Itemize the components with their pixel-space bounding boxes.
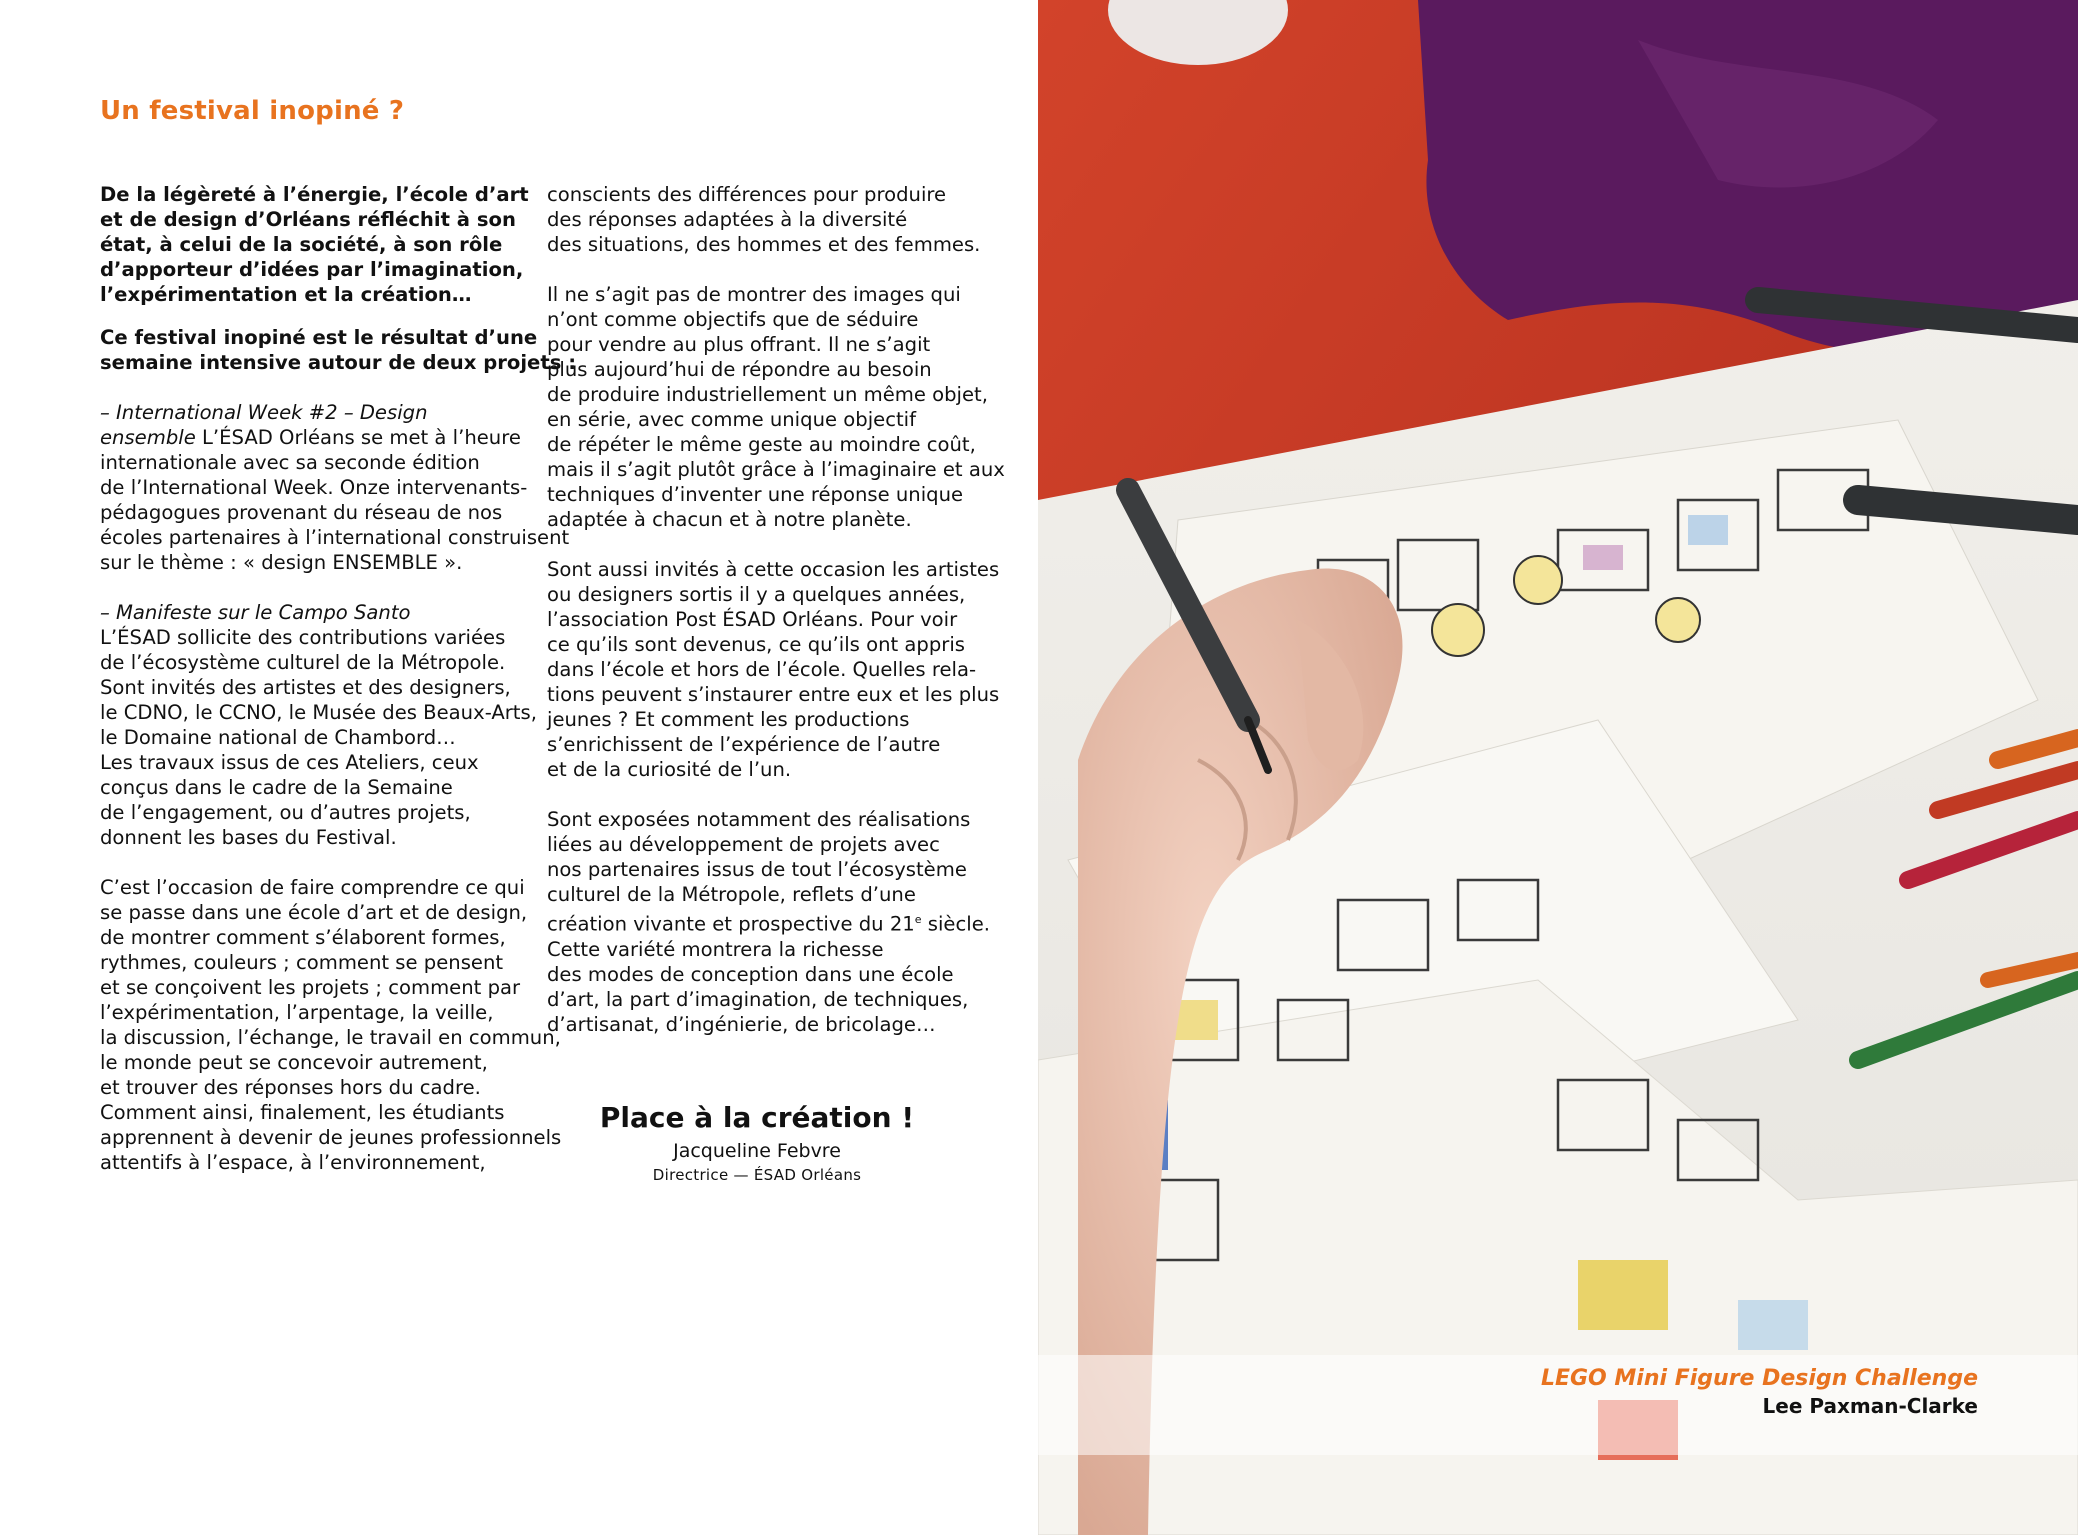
text-line: conscients des différences pour produire: [547, 183, 947, 206]
text-line: pour vendre au plus offrant. Il ne s’agit: [547, 333, 931, 356]
text-line: culturel de la Métropole, reflets d’une: [547, 883, 916, 906]
text-line: adaptée à chacun et à notre planète.: [547, 508, 912, 531]
text-line: plus aujourd’hui de répondre au besoin: [547, 358, 932, 381]
text-line: Les travaux issus de ces Ateliers, ceux: [100, 751, 479, 774]
text-line: de montrer comment s’élaborent formes,: [100, 926, 506, 949]
text-segment: siècle.: [921, 912, 990, 936]
text-line: et de design d’Orléans réfléchit à son: [100, 208, 516, 231]
text-line: apprennent à devenir de jeunes professionnels: [100, 1126, 562, 1149]
body-paragraph: [547, 182, 985, 257]
signature-block: [547, 1098, 967, 1186]
text-line: sur le thème : « design ENSEMBLE ».: [100, 551, 463, 574]
text-line: état, à celui de la société, à son rôle: [100, 233, 503, 256]
project-title-text: ensemble: [100, 426, 196, 449]
text-line: en série, avec comme unique objectif: [547, 408, 916, 431]
project-title: [100, 600, 530, 625]
sketch-color: [1578, 1260, 1668, 1330]
text-line: C’est l’occasion de faire comprendre ce qui: [100, 876, 525, 899]
text-column-right: [547, 182, 1005, 1062]
text-line: le Domaine national de Chambord…: [100, 726, 456, 749]
text-line: nos partenaires issus de tout l’écosystème: [547, 858, 967, 881]
photo-drawing-session: [1038, 0, 2078, 1535]
text-line: Cette variété montrera la richesse: [547, 937, 884, 961]
text-line: L’ÉSAD sollicite des contributions variées: [100, 626, 506, 649]
text-line: n’ont comme objectifs que de séduire: [547, 308, 919, 331]
text-line: Ce festival inopiné est le résultat d’une: [100, 326, 538, 349]
text-line: pédagogues provenant du réseau de nos: [100, 501, 503, 524]
text-line: l’expérimentation et la création…: [100, 283, 472, 306]
sketch-color: [1583, 545, 1623, 570]
text-line: tions peuvent s’instaurer entre eux et les plus: [547, 683, 1000, 706]
text-line: ou designers sortis il y a quelques années,: [547, 583, 966, 606]
text-line: techniques d’inventer une réponse unique: [547, 483, 964, 506]
body-paragraph: [100, 875, 562, 1175]
sketch-face: [1432, 604, 1484, 656]
text-line: ce qu’ils sont devenus, ce qu’ils ont appris: [547, 633, 966, 656]
text-line: d’art, la part d’imagination, de techniques,: [547, 987, 969, 1011]
text-line: l’association Post ÉSAD Orléans. Pour voir: [547, 608, 958, 631]
text-segment: L’ÉSAD Orléans se met à l’heure: [195, 426, 521, 449]
intro-paragraph: [100, 182, 530, 307]
caption-author: Lee Paxman-Clarke: [1762, 1394, 1978, 1418]
project-title-text: – International Week #2 – Design: [100, 401, 428, 424]
text-line: écoles partenaires à l’international construisent: [100, 526, 570, 549]
text-line: s’enrichissent de l’expérience de l’autre: [547, 733, 941, 756]
project-title: [100, 400, 530, 425]
text-line: mais il s’agit plutôt grâce à l’imaginaire et aux: [547, 458, 1005, 481]
text-line: attentifs à l’espace, à l’environnement,: [100, 1151, 486, 1174]
text-segment: création vivante et prospective du 21: [547, 912, 915, 936]
closing-line: Place à la création !: [599, 1101, 915, 1134]
text-line: [100, 425, 530, 450]
text-line: Il ne s’agit pas de montrer des images qui: [547, 283, 961, 306]
photo-illustration: [1038, 0, 2078, 1535]
text-line: d’apporteur d’idées par l’imagination,: [100, 258, 524, 281]
text-line: le CDNO, le CCNO, le Musée des Beaux-Arts,: [100, 701, 537, 724]
text-line: le monde peut se concevoir autrement,: [100, 1051, 488, 1074]
text-line: et se conçoivent les projets ; comment par: [100, 976, 521, 999]
text-line: la discussion, l’échange, le travail en commun,: [100, 1026, 561, 1049]
text-line: et de la curiosité de l’un.: [547, 758, 792, 781]
text-line: de l’International Week. Onze intervenants-: [100, 476, 528, 499]
body-paragraph: [547, 807, 990, 1037]
sketch-color: [1738, 1300, 1808, 1350]
caption-title: LEGO Mini Figure Design Challenge: [1540, 1366, 1978, 1391]
page-title: Un festival inopiné ?: [100, 96, 405, 126]
text-line: internationale avec sa seconde édition: [100, 451, 480, 474]
text-line: des modes de conception dans une école: [547, 962, 954, 986]
text-line: de l’engagement, ou d’autres projets,: [100, 801, 471, 824]
signatory-role: Directrice — ÉSAD Orléans: [652, 1166, 862, 1184]
text-page: [0, 0, 1038, 1535]
text-line: Sont invités des artistes et des designers,: [100, 676, 511, 699]
text-line: se passe dans une école d’art et de design,: [100, 901, 528, 924]
text-line: donnent les bases du Festival.: [100, 826, 397, 849]
body-paragraph: [547, 557, 1000, 782]
text-line: d’artisanat, d’ingénierie, de bricolage…: [547, 1012, 936, 1036]
body-paragraph: [547, 282, 1005, 532]
signatory-name: Jacqueline Febvre: [673, 1140, 841, 1162]
text-line: de répéter le même geste au moindre coût,: [547, 433, 976, 456]
text-line: liées au développement de projets avec: [547, 833, 940, 856]
photo-caption: [1541, 1365, 1978, 1419]
text-line: jeunes ? Et comment les productions: [547, 708, 910, 731]
text-line: Sont aussi invités à cette occasion les artistes: [547, 558, 1000, 581]
text-line: [547, 907, 990, 937]
text-line: Sont exposées notamment des réalisations: [547, 808, 971, 831]
text-line: de l’écosystème culturel de la Métropole.: [100, 651, 506, 674]
project-title-text: – Manifeste sur le Campo Santo: [100, 601, 411, 624]
text-line: conçus dans le cadre de la Semaine: [100, 776, 453, 799]
text-line: Comment ainsi, finalement, les étudiants: [100, 1101, 505, 1124]
text-line: dans l’école et hors de l’école. Quelles rela-: [547, 658, 977, 681]
text-line: et trouver des réponses hors du cadre.: [100, 1076, 481, 1099]
superscript: e: [914, 913, 922, 926]
text-line: des situations, des hommes et des femmes.: [547, 233, 981, 256]
text-line: semaine intensive autour de deux projets :: [100, 351, 577, 374]
text-line: de produire industriellement un même objet,: [547, 383, 988, 406]
lead-paragraph: [100, 325, 577, 375]
sketch-face: [1514, 556, 1562, 604]
project-international-week: [100, 400, 570, 575]
text-line: De la légèreté à l’énergie, l’école d’art: [100, 183, 529, 206]
sketch-color: [1688, 515, 1728, 545]
text-column-left: [100, 182, 577, 1200]
marker-pen: [1858, 500, 2078, 520]
text-line: des réponses adaptées à la diversité: [547, 208, 908, 231]
text-line: l’expérimentation, l’arpentage, la veille,: [100, 1001, 494, 1024]
sketch-face: [1656, 598, 1700, 642]
project-manifeste: [100, 600, 537, 850]
text-line: rythmes, couleurs ; comment se pensent: [100, 951, 504, 974]
